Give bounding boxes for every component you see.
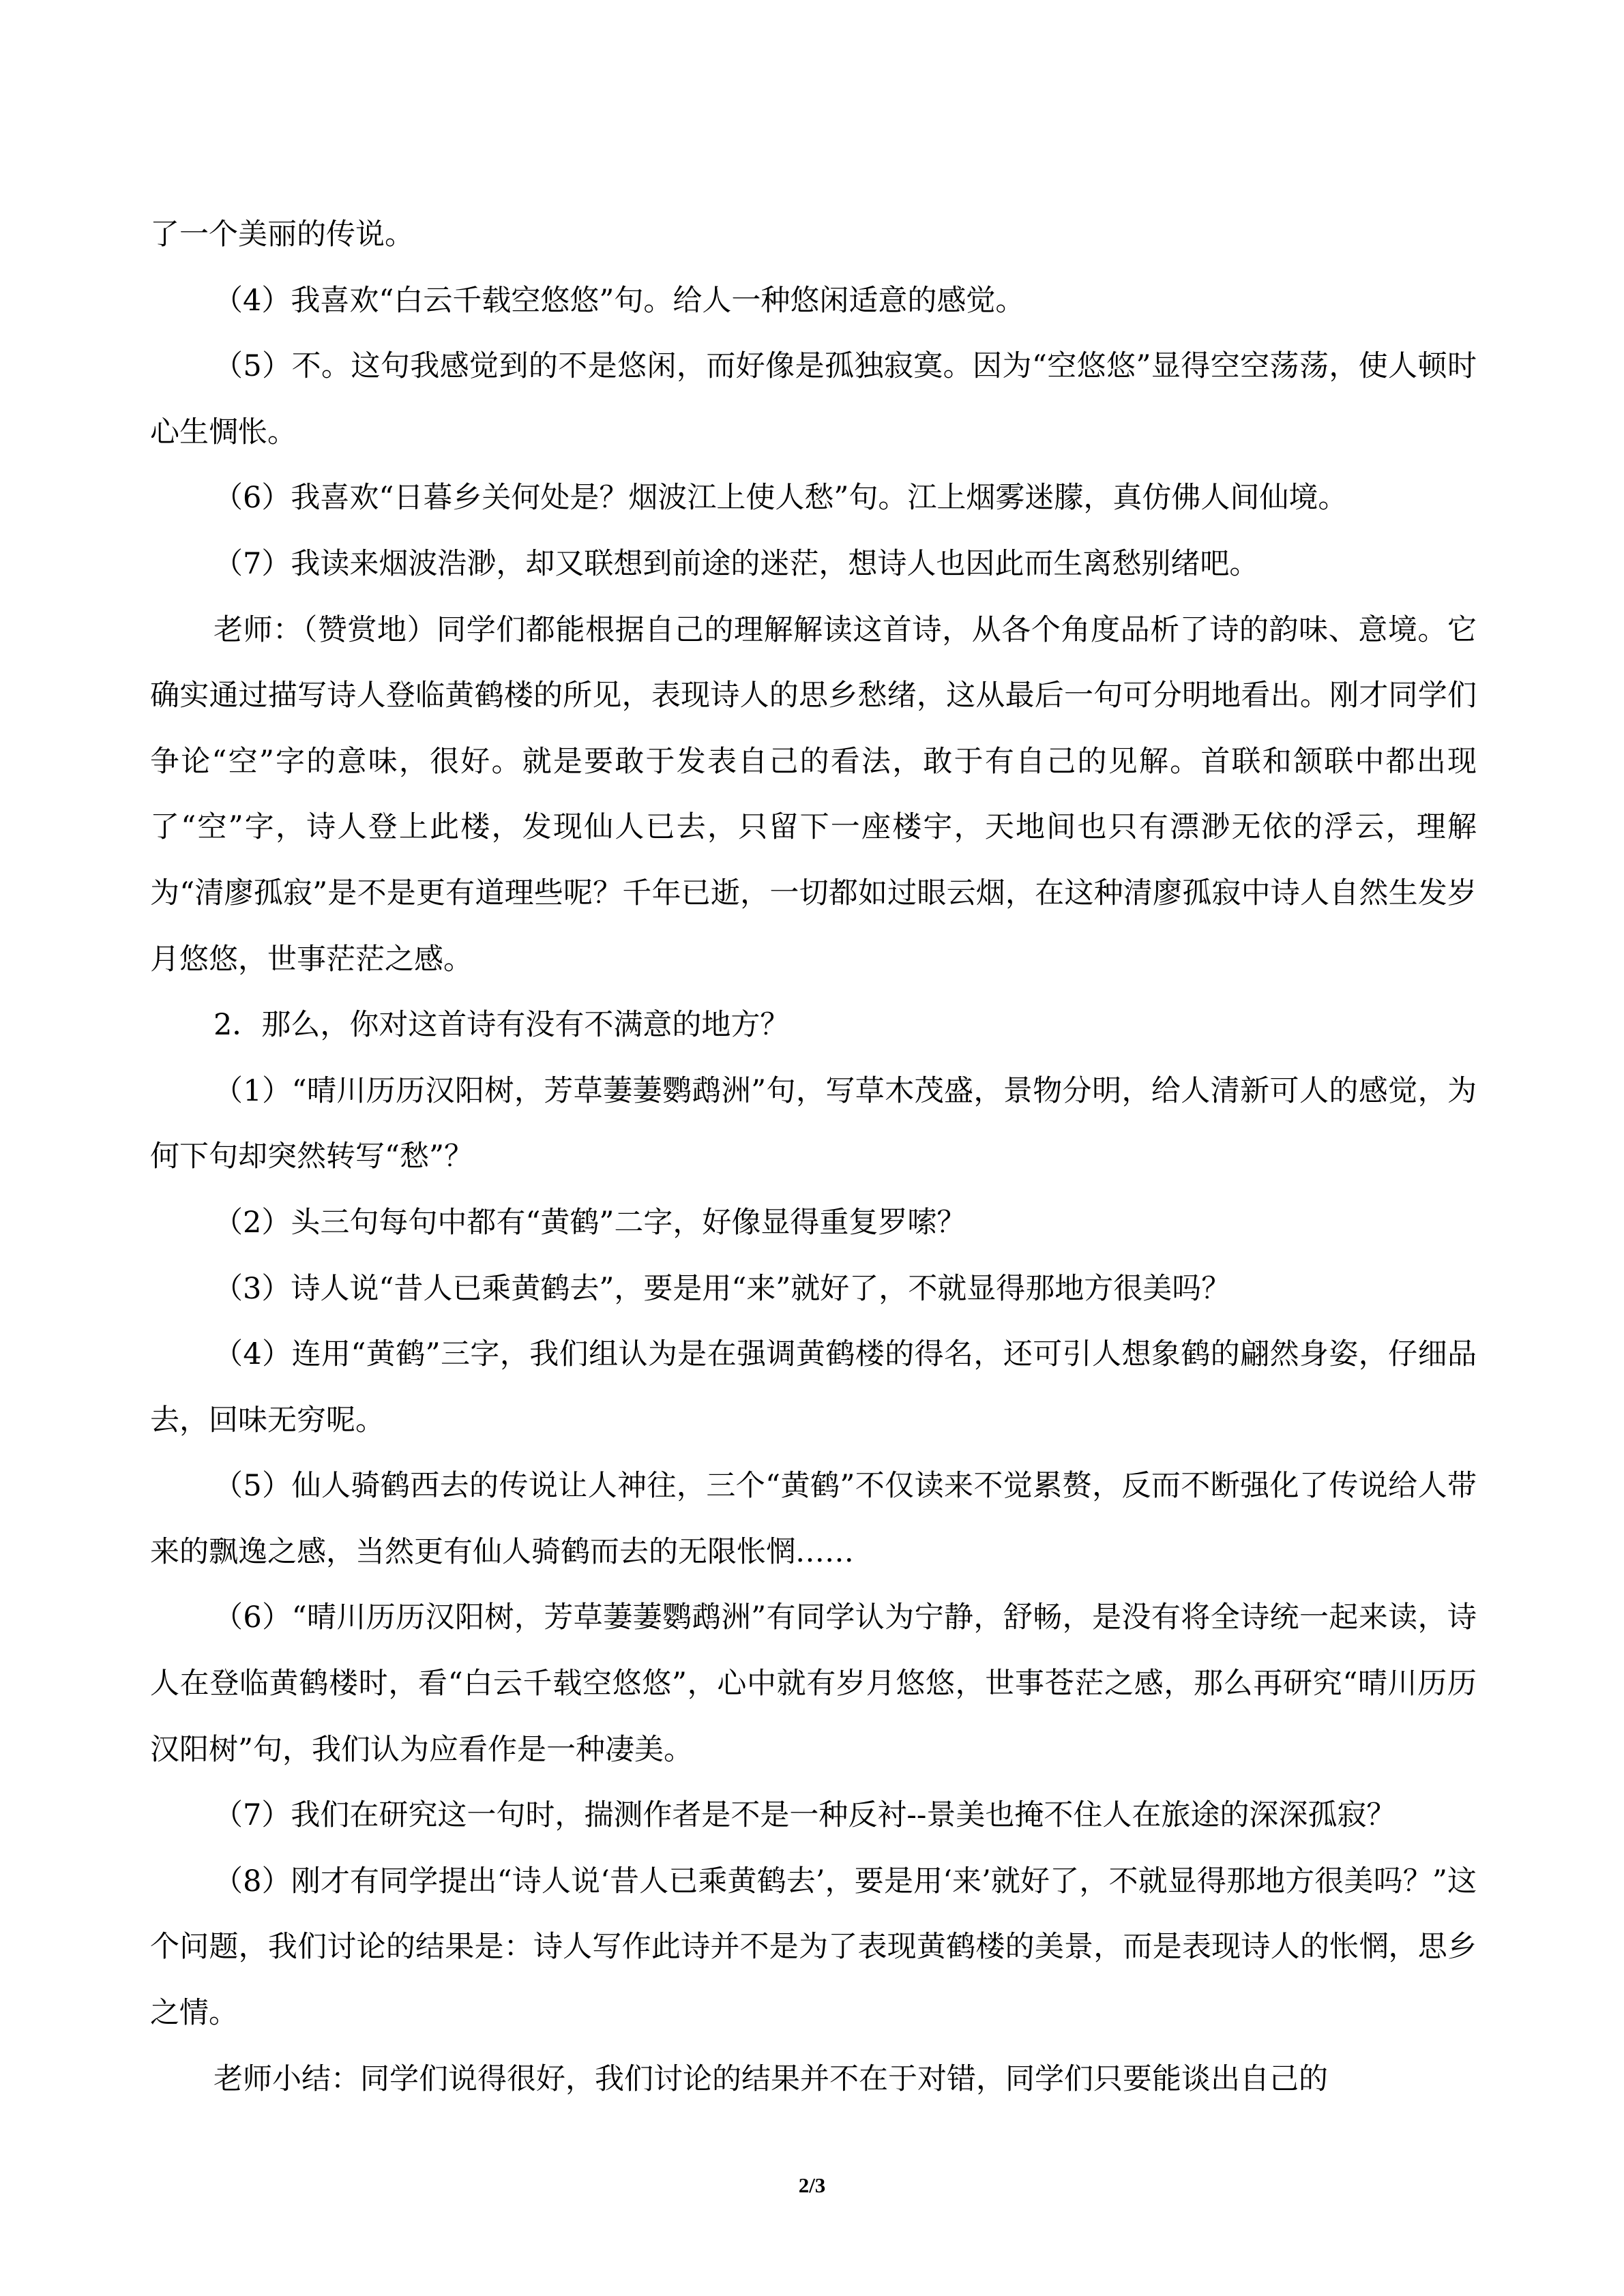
paragraph: （4）连用“黄鹤”三字，我们组认为是在强调黄鹤楼的得名，还可引人想象鹤的翩然身姿，仔细品去，回味无穷呢。: [150, 1337, 1477, 1437]
body-text: [150, 202, 1477, 2112]
paragraph: （2）头三句每句中都有“黄鹤”二字，好像显得重复罗嗦？: [213, 1205, 966, 1240]
paragraph: （7）我读来烟波浩渺，却又联想到前途的迷茫，想诗人也因此而生离愁别绪吧。: [213, 546, 1259, 581]
paragraph: （4）我喜欢“白云千载空悠悠”句。给人一种悠闲适意的感觉。: [213, 283, 1025, 318]
paragraph: （6）我喜欢“日暮乡关何处是？烟波江上使人愁”句。江上烟雾迷朦，真仿佛人间仙境。: [213, 481, 1348, 516]
page-number: 2/3: [798, 2173, 826, 2197]
paragraph: 了一个美丽的传说。: [150, 218, 414, 252]
paragraph: 老师：（赞赏地）同学们都能根据自己的理解解读这首诗，从各个角度品析了诗的韵味、意境。它确实通过描写诗人登临黄鹤楼的所见，表现诗人的思乡愁绪，这从最后一句可分明地看出。刚才同学们争论“空”字的意味，很好。就是要敢于发表自己的看法，敢于有自己的见解。首联和颔联中都出现了“空”字，诗人登上此楼，发现仙人已去，只留下一座楼宇，天地间也只有漂渺无依的浮云，理解为“清廖孤寂”是不是更有道理些呢？千年已逝，一切都如过眼云烟，在这种清廖孤寂中诗人自然生发岁月悠悠，世事茫茫之感。: [150, 612, 1477, 976]
paragraph: 老师小结：同学们说得很好，我们讨论的结果并不在于对错，同学们只要能谈出自己的: [213, 2061, 1328, 2096]
paragraph: （5）不。这句我感觉到的不是悠闲，而好像是孤独寂寞。因为“空悠悠”显得空空荡荡，使人顿时心生惆怅。: [150, 349, 1477, 449]
paragraph: （3）诗人说“昔人已乘黄鹤去”，要是用“来”就好了，不就显得那地方很美吗？: [213, 1271, 1231, 1306]
paragraph: （1）“晴川历历汉阳树，芳草萋萋鹦鹉洲”句，写草木茂盛，景物分明，给人清新可人的感觉，为何下句却突然转写“愁”？: [150, 1073, 1477, 1174]
paragraph: 2．那么，你对这首诗有没有不满意的地方？: [213, 1008, 790, 1043]
paragraph: （7）我们在研究这一句时，揣测作者是不是一种反衬--景美也掩不住人在旅途的深深孤寂？: [213, 1798, 1396, 1833]
paragraph: （8）刚才有同学提出“诗人说‘昔人已乘黄鹤去’，要是用‘来’就好了，不就显得那地方很美吗？”这个问题，我们讨论的结果是：诗人写作此诗并不是为了表现黄鹤楼的美景，而是表现诗人的怅惘，思乡之情。: [150, 1864, 1477, 2031]
paragraph: （6）“晴川历历汉阳树，芳草萋萋鹦鹉洲”有同学认为宁静，舒畅，是没有将全诗统一起来读，诗人在登临黄鹤楼时，看“白云千载空悠悠”，心中就有岁月悠悠，世事苍茫之感，那么再研究“晴川历历汉阳树”句，我们认为应看作是一种凄美。: [150, 1600, 1477, 1767]
paragraph: （5）仙人骑鹤西去的传说让人神往，三个“黄鹤”不仅读来不觉累赘，反而不断强化了传说给人带来的飘逸之感，当然更有仙人骑鹤而去的无限怅惘……: [150, 1469, 1477, 1569]
